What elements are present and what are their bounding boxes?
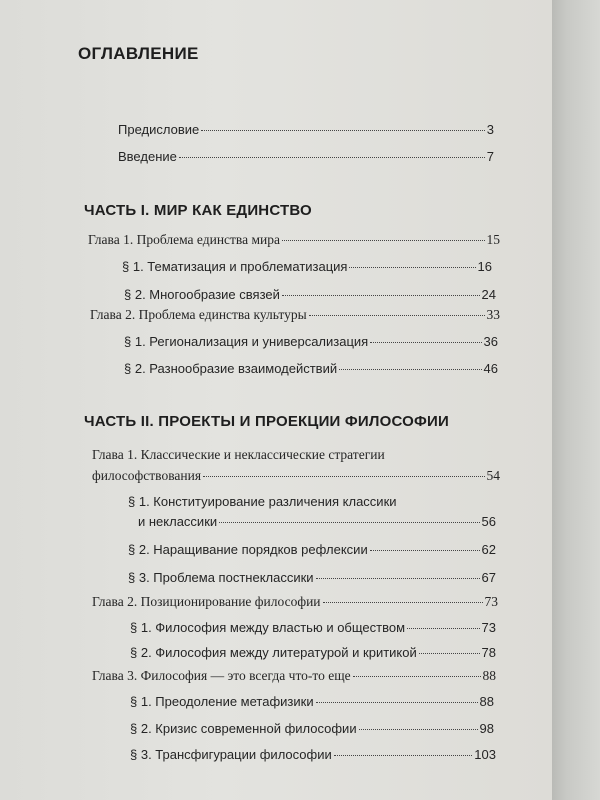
part-1-title: ЧАСТЬ I. МИР КАК ЕДИНСТВО bbox=[84, 202, 312, 219]
toc-entry-introduction: Введение 7 bbox=[118, 149, 494, 164]
toc-entry-chapter: Глава 1. Проблема единства мира 15 bbox=[88, 232, 500, 247]
toc-entry-chapter: философствования 54 bbox=[92, 468, 500, 483]
toc-entry-section: § 3. Трансфигурации философии 103 bbox=[130, 747, 496, 762]
next-page-edge bbox=[552, 0, 600, 800]
toc-entry-chapter: Глава 3. Философия — это всегда что-то еще 88 bbox=[92, 668, 496, 683]
toc-entry-section: § 2. Философия между литературой и критикой 78 bbox=[130, 645, 496, 660]
toc-entry-section: § 2. Наращивание порядков рефлексии 62 bbox=[128, 542, 496, 557]
toc-entry-section: § 2. Многообразие связей 24 bbox=[124, 287, 496, 302]
toc-entry-chapter: Глава 2. Позиционирование философии 73 bbox=[92, 594, 498, 609]
toc-entry-section: § 2. Кризис современной философии 98 bbox=[130, 721, 494, 736]
toc-entry-section: § 1. Тематизация и проблематизация 16 bbox=[122, 259, 492, 274]
toc-entry-section: § 1. Философия между властью и обществом 73 bbox=[130, 620, 496, 635]
toc-entry-section: § 2. Разнообразие взаимодействий 46 bbox=[124, 361, 498, 376]
toc-title: ОГЛАВЛЕНИЕ bbox=[78, 44, 199, 63]
toc-entry-section: и неклассики 56 bbox=[138, 514, 496, 529]
toc-entry-preface: Предисловие 3 bbox=[118, 122, 494, 137]
toc-entry-chapter: Глава 2. Проблема единства культуры 33 bbox=[90, 307, 500, 322]
toc-entry-section: § 1. Преодоление метафизики 88 bbox=[130, 694, 494, 709]
toc-entry-section: § 1. Регионализация и универсализация 36 bbox=[124, 334, 498, 349]
toc-entry-chapter-line1: Глава 1. Классические и неклассические стратегии bbox=[92, 447, 385, 462]
toc-entry-section-line1: § 1. Конституирование различения классики bbox=[128, 494, 397, 509]
part-2-title: ЧАСТЬ II. ПРОЕКТЫ И ПРОЕКЦИИ ФИЛОСОФИИ bbox=[84, 413, 449, 430]
toc-entry-section: § 3. Проблема постнеклассики 67 bbox=[128, 570, 496, 585]
